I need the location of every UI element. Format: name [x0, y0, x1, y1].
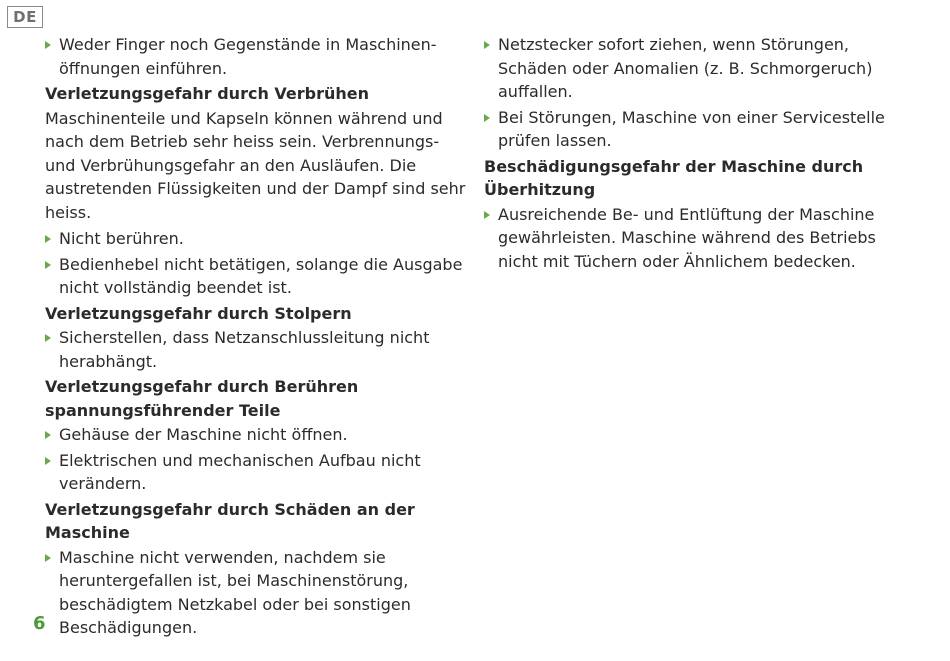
- bullet-text: Bedienhebel nicht betätigen, solange die Ausgabe nicht vollständig beendet ist.: [59, 254, 463, 297]
- section-heading: Verletzungsgefahr durch Stolpern: [45, 303, 352, 323]
- bullet-item: [484, 203, 914, 274]
- bullet-triangle-icon: [45, 41, 51, 49]
- bullet-text: Elektrischen und mechanischen Aufbau nicht verändern.: [59, 450, 421, 493]
- bullet-item: [484, 33, 914, 104]
- bullet-item: [45, 33, 470, 80]
- bullet-text: Weder Finger noch Gegenstände in Maschinenöffnungen einführen.: [59, 35, 437, 78]
- section-heading: Verletzungsgefahr durch Verbrühen: [45, 84, 370, 103]
- bullet-triangle-icon: [45, 334, 51, 342]
- bullet-item: [45, 423, 470, 447]
- language-badge: DE: [7, 6, 43, 28]
- bullet-triangle-icon: [484, 114, 490, 122]
- section-heading: Beschädigungsgefahr der Maschine durch Überhitzung: [484, 156, 864, 199]
- bullet-item: [45, 546, 470, 640]
- right-column: [484, 33, 914, 275]
- bullet-item: [45, 449, 470, 496]
- bullet-item: [45, 326, 470, 373]
- bullet-triangle-icon: [45, 554, 51, 562]
- bullet-triangle-icon: [45, 431, 51, 439]
- paragraph: Maschinenteile und Kapseln können während und nach dem Betrieb sehr heiss sein. Verbrennungs- und Verbrühungsgefahr an den Ausläufen. Die austretenden Flüssigkeiten und der Dampf sind sehr heiss.: [45, 108, 466, 222]
- bullet-triangle-icon: [484, 211, 490, 219]
- section-heading: Verletzungsgefahr durch Berühren spannungsführender Teile: [45, 377, 359, 420]
- bullet-triangle-icon: [45, 457, 51, 465]
- bullet-text: Bei Störungen, Maschine von einer Servicestelle prüfen lassen.: [498, 107, 885, 150]
- bullet-text: Nicht berühren.: [59, 229, 184, 248]
- bullet-item: [45, 227, 470, 251]
- bullet-item: [484, 106, 914, 153]
- section-heading: Verletzungsgefahr durch Schäden an der Maschine: [45, 499, 415, 542]
- bullet-text: Maschine nicht verwenden, nachdem sie heruntergefallen ist, bei Maschinenstörung, beschädigtem Netzkabel oder bei sonstigen Beschädigungen.: [59, 547, 411, 637]
- bullet-triangle-icon: [45, 235, 51, 243]
- page-number: 6: [33, 613, 46, 634]
- bullet-text: Gehäuse der Maschine nicht öffnen.: [59, 425, 348, 444]
- bullet-text: Netzstecker sofort ziehen, wenn Störungen, Schäden oder Anomalien (z. B. Schmorgeruch) auffallen.: [498, 35, 873, 101]
- bullet-text: Ausreichende Be- und Entlüftung der Maschine gewährleisten. Maschine während des Betriebs nicht mit Tüchern oder Ähnlichem bedecken.: [498, 204, 876, 271]
- bullet-item: [45, 253, 470, 300]
- bullet-text: Sicherstellen, dass Netzanschlussleitung nicht herabhängt.: [59, 328, 430, 371]
- left-column: [45, 33, 470, 642]
- bullet-triangle-icon: [45, 261, 51, 269]
- bullet-triangle-icon: [484, 41, 490, 49]
